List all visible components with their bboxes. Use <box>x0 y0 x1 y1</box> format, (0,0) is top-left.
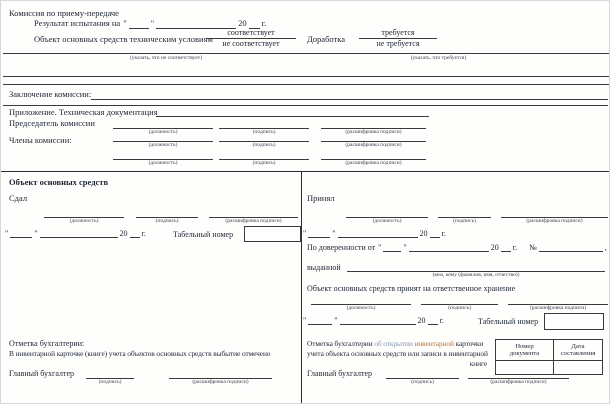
quote-close: " <box>150 18 155 28</box>
quote-open: " <box>303 316 307 325</box>
quote-close: " <box>34 229 38 238</box>
accounting-title-left: Отметка бухгалтерии: <box>9 339 85 348</box>
section-divider-vertical <box>301 171 302 404</box>
header-text: Номер <box>515 342 534 350</box>
position-label: (должность) <box>346 305 376 311</box>
blank-writing-line <box>3 53 609 54</box>
month-blank <box>340 316 416 325</box>
month-blank <box>338 229 418 238</box>
year-blank <box>130 229 140 238</box>
section-divider-horizontal <box>1 171 610 172</box>
signature-decode-label: (расшифровка подписи) <box>529 305 587 311</box>
quote-close: " <box>334 316 338 325</box>
header-text: составления <box>560 350 596 357</box>
signature-label: (подпись) <box>252 160 276 166</box>
attachment-blank-line <box>156 116 429 117</box>
year-blank <box>428 316 438 325</box>
quote-open: " <box>303 229 307 238</box>
signature-decode-label: (расшифровка подписи) <box>490 379 547 385</box>
quote-open: " <box>123 18 127 28</box>
custody-date-row <box>303 316 444 325</box>
tab-number-box <box>544 313 604 330</box>
year-prefix: 20 <box>238 18 247 28</box>
signature-decode-label: (расшифровка подписи) <box>345 142 402 148</box>
test-result-label: Результат испытания на <box>34 18 121 28</box>
year-suffix: г. <box>441 229 446 238</box>
position-label: (должность) <box>148 142 178 148</box>
table-cell-date-empty <box>554 361 602 374</box>
required-option: требуется <box>359 28 437 39</box>
number-sign: № <box>529 243 537 252</box>
year-prefix: 20 <box>417 316 426 325</box>
position-label: (должность) <box>148 129 178 135</box>
corresponds-options <box>206 28 296 48</box>
signature-decode-label: (расшифровка подписи) <box>526 218 583 224</box>
year-prefix: 20 <box>119 229 128 238</box>
members-label: Члены комиссии: <box>9 135 72 145</box>
conclusion-label: Заключение комиссии: <box>9 89 92 99</box>
signature-label: (подпись) <box>252 142 276 148</box>
signature-label: (подпись) <box>155 218 179 224</box>
table-header-date <box>554 340 602 361</box>
position-label: (должность) <box>148 160 178 166</box>
test-day-blank <box>129 20 149 29</box>
chief-accountant-label: Главный бухгалтер <box>307 369 372 378</box>
not-required-option: не требуется <box>376 38 420 48</box>
year-suffix: г. <box>439 316 444 325</box>
tab-number-box <box>244 226 301 242</box>
signature-label: (подпись) <box>252 129 276 135</box>
header-text: документа <box>509 350 540 357</box>
handover-date-row <box>5 229 146 238</box>
accounting-note-right-line2: учета объекта основных средств или записи в инвентарной <box>307 349 488 358</box>
year-suffix: г. <box>261 18 267 28</box>
day-blank <box>308 229 330 238</box>
year-blank <box>430 229 440 238</box>
quote-close: " <box>403 243 407 252</box>
rework-options <box>359 28 437 48</box>
note-text: Отметка бухгалтерии <box>307 339 373 348</box>
quote-open: " <box>378 243 382 252</box>
signature-decode-label: (расшифровка подписи) <box>225 218 282 224</box>
attorney-row <box>307 243 607 252</box>
table-header-doc-number <box>496 340 554 361</box>
month-blank <box>409 243 489 252</box>
header-text: Дата <box>571 342 585 350</box>
accepted-label: Принял <box>307 193 335 203</box>
corresponds-option: соответствует <box>206 28 296 39</box>
year-suffix: г. <box>141 229 146 238</box>
signature-decode-label: (расшифровка подписи) <box>345 160 402 166</box>
rework-label: Доработка <box>307 34 346 44</box>
blank-writing-line <box>3 84 609 85</box>
position-label: (должность) <box>372 218 402 224</box>
position-label: (должность) <box>69 218 99 224</box>
conclusion-blank-line <box>91 99 608 100</box>
hint-required: (указать, что требуется) <box>410 55 467 61</box>
handed-over-label: Сдал <box>9 193 28 203</box>
signature-decode-label: (расшифровка подписи) <box>192 379 249 385</box>
year-suffix: г. <box>512 243 518 252</box>
attorney-number-blank <box>539 243 603 252</box>
day-blank <box>383 243 401 252</box>
comma: , <box>604 243 607 252</box>
day-blank <box>10 229 32 238</box>
not-corresponds-option: не соответствует <box>222 38 280 48</box>
signature-label: (подпись) <box>98 379 122 385</box>
note-text-accent: инвентарной <box>414 339 454 348</box>
note-text-muted: об открытии <box>374 339 413 348</box>
chairman-label: Председатель комиссии <box>9 118 95 128</box>
table-cell-doc-number-empty <box>496 361 554 374</box>
quote-open: " <box>5 229 9 238</box>
day-blank <box>308 316 332 325</box>
signature-decode-label: (расшифровка подписи) <box>345 129 402 135</box>
accounting-note-left: В инвентарной карточке (книге) учета объектов основных средств выбытие отмечено <box>9 349 271 358</box>
hint-not-corresponds: (указать, что не соответствует) <box>129 55 203 61</box>
issued-label: выданной <box>307 263 341 272</box>
year-prefix: 20 <box>419 229 428 238</box>
signature-label: (подпись) <box>453 218 476 224</box>
quote-close: " <box>332 229 336 238</box>
year-blank <box>501 243 511 252</box>
year-prefix: 20 <box>490 243 499 252</box>
tab-number-label: Табельный номер <box>173 230 234 239</box>
accounting-note-right-line3: книге <box>469 359 487 368</box>
blank-writing-line <box>3 105 608 106</box>
attachment-label: Приложение. Техническая документация <box>9 107 158 117</box>
accounting-note-right-line1 <box>307 340 483 349</box>
custody-label: Объект основных средств принят на ответственное хранение <box>307 284 516 293</box>
object-tech-label: Объект основных средств техническим условиям <box>34 34 213 44</box>
chief-accountant-label: Главный бухгалтер <box>9 369 74 378</box>
signature-label: (подпись) <box>448 305 471 311</box>
accept-date-row <box>303 229 446 238</box>
tab-number-label: Табельный номер <box>478 317 539 326</box>
blank-writing-line <box>3 76 609 77</box>
signature-label: (подпись) <box>411 379 434 385</box>
month-blank <box>40 229 118 238</box>
issued-hint: (кем, кому (фамилия, имя, отчество)) <box>432 272 520 278</box>
commission-heading: Комиссия по приему-передаче <box>9 8 119 18</box>
object-section-title: Объект основных средств <box>9 177 109 187</box>
inventory-card-table <box>495 339 603 375</box>
power-of-attorney-label: По доверенности от <box>307 243 376 252</box>
note-text: карточки <box>455 339 484 348</box>
